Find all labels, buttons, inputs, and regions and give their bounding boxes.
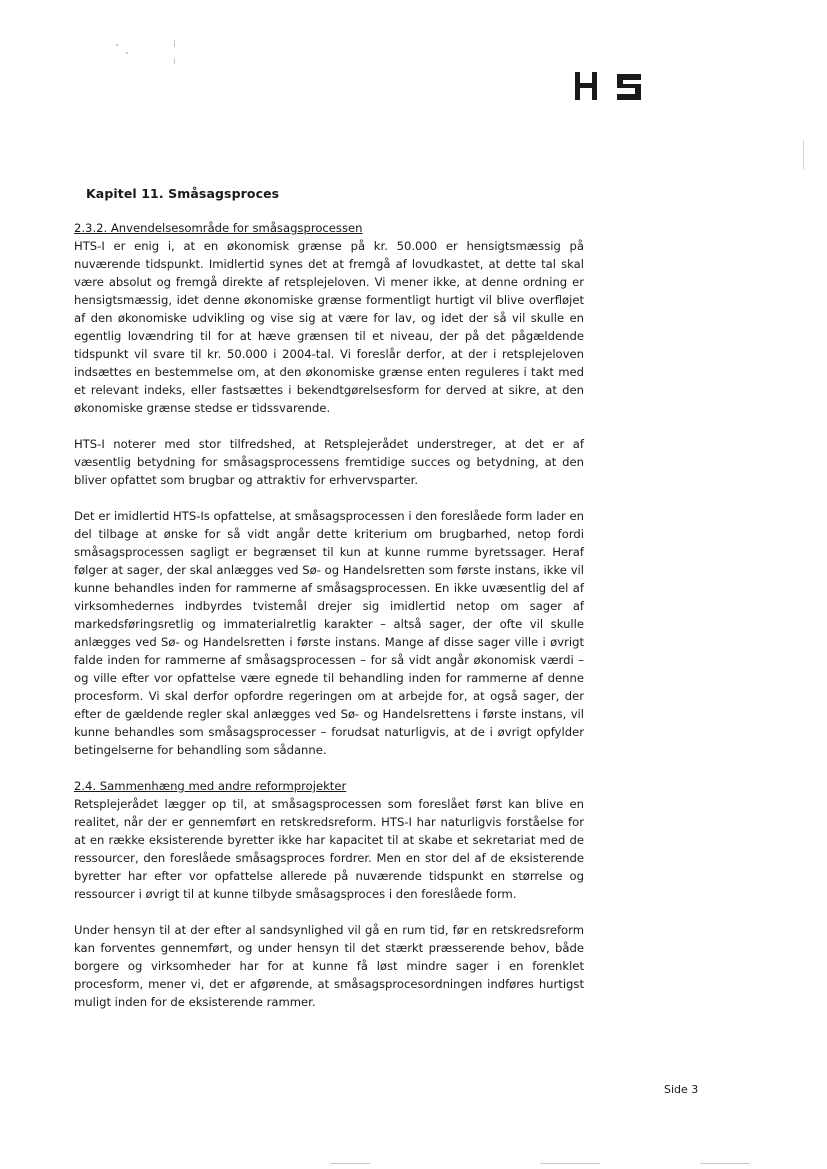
paragraph-spacer: [74, 489, 584, 507]
chapter-title: Kapitel 11. Småsagsproces: [86, 186, 280, 201]
hts-logo: [575, 70, 643, 106]
section-heading: 2.4. Sammenhæng med andre reformprojekter: [74, 779, 347, 793]
body-paragraph: Retsplejerådet lægger op til, at småsagsprocessen som foreslået først kan blive en realitet, når der er gennemført en retskredsreform. HTS-I har naturligvis forståelse for at en række eksisterende byretter ikke har kapacitet til at skabe et sekretariat med de ressourcer, den foreslåede småsagsproces fordrer. Men en stor del af de eksisterende byretter har efter vor opfattelse allerede på nuværende tidspunkt en størrelse og ressourcer i øvrigt til at kunne tilbyde småsagsproces i den foreslåede form.: [74, 797, 584, 901]
scan-margin-mark: [803, 140, 804, 170]
paragraph-spacer: [74, 759, 584, 777]
scan-speck: [174, 40, 175, 47]
body-paragraph: HTS-I er enig i, at en økonomisk grænse på kr. 50.000 er hensigtsmæssig på nuværende tidspunkt. Imidlertid synes det at fremgå af lovudkastet, at dette tal skal være absolut og fremgå direkte af retsplejeloven. Vi mener ikke, at denne ordning er hensigtsmæssig, idet denne økonomiske grænse formentligt hurtigt vil blive overfløjet af den økonomiske udvikling og vise sig at være for lav, og idet der så vil skulle en egentlig lovændring til for at hæve grænsen til et niveau, der på det pågældende tidspunkt vil svare til kr. 50.000 i 2004-tal. Vi foreslår derfor, at der i retsplejeloven indsættes en bestemmelse om, at den økonomiske grænse enten reguleres i takt med et relevant indeks, eller fastsættes i bekendtgørelsesform for derved at sikre, at den økonomiske grænse stedse er tidssvarende.: [74, 239, 584, 415]
section-heading: 2.3.2. Anvendelsesområde for småsagsprocessen: [74, 221, 363, 235]
scan-speck: [540, 1163, 600, 1164]
body-paragraph: HTS-I noterer med stor tilfredshed, at Retsplejerådet understreger, at det er af væsentlig betydning for småsagsprocessens fremtidige succes og betydning, at den bliver opfattet som brugbar og attraktiv for erhvervsparter.: [74, 437, 584, 487]
document-body: [74, 219, 584, 1011]
paragraph-spacer: [74, 903, 584, 921]
body-paragraph: Det er imidlertid HTS-Is opfattelse, at småsagsprocessen i den foreslåede form lader en del tilbage at ønske for så vidt angår dette kriterium om brugbarhed, netop fordi småsagsprocessen sagligt er begrænset til kun at kunne rumme byretssager. Heraf følger at sager, der skal anlægges ved Sø- og Handelsretten som første instans, ikke vil kunne behandles inden for rammerne af småsagsprocessen. En ikke uvæsentlig del af virksomhedernes indbyrdes tvistemål drejer sig imidlertid netop om sager af markedsføringsretlig og immaterialretlig karakter – altså sager, der ofte vil skulle anlægges ved Sø- og Handelsretten i første instans. Mange af disse sager ville i øvrigt falde inden for rammerne af småsagsprocessen – for så vidt angår økonomisk værdi – og ville efter vor opfattelse være egnede til behandling inden for rammerne af denne procesform. Vi skal derfor opfordre regeringen om at arbejde for, at også sager, der efter de gældende regler skal anlægges ved Sø- og Handelsrettens i første instans, vil kunne behandles som småsagsprocesser – forudsat naturligvis, at de i øvrigt opfylder betingelserne for behandling som sådanne.: [74, 509, 584, 757]
paragraph-spacer: [74, 417, 584, 435]
scan-speck: [700, 1163, 750, 1164]
hts-logo-mark: [575, 70, 643, 102]
scan-speck: [330, 1163, 370, 1164]
scan-speck: [174, 58, 175, 64]
scan-speck: [126, 52, 128, 54]
body-paragraph: Under hensyn til at der efter al sandsynlighed vil gå en rum tid, før en retskredsreform kan forventes gennemført, og under hensyn til det stærkt præsserende behov, både borgere og virksomheder har for at kunne få løst mindre sager i en forenklet procesform, mener vi, det er afgørende, at småsagsprocesordningen indføres hurtigst muligt inden for de eksisterende rammer.: [74, 923, 584, 1009]
scan-speck: [116, 44, 118, 46]
page-number: Side 3: [664, 1083, 699, 1096]
